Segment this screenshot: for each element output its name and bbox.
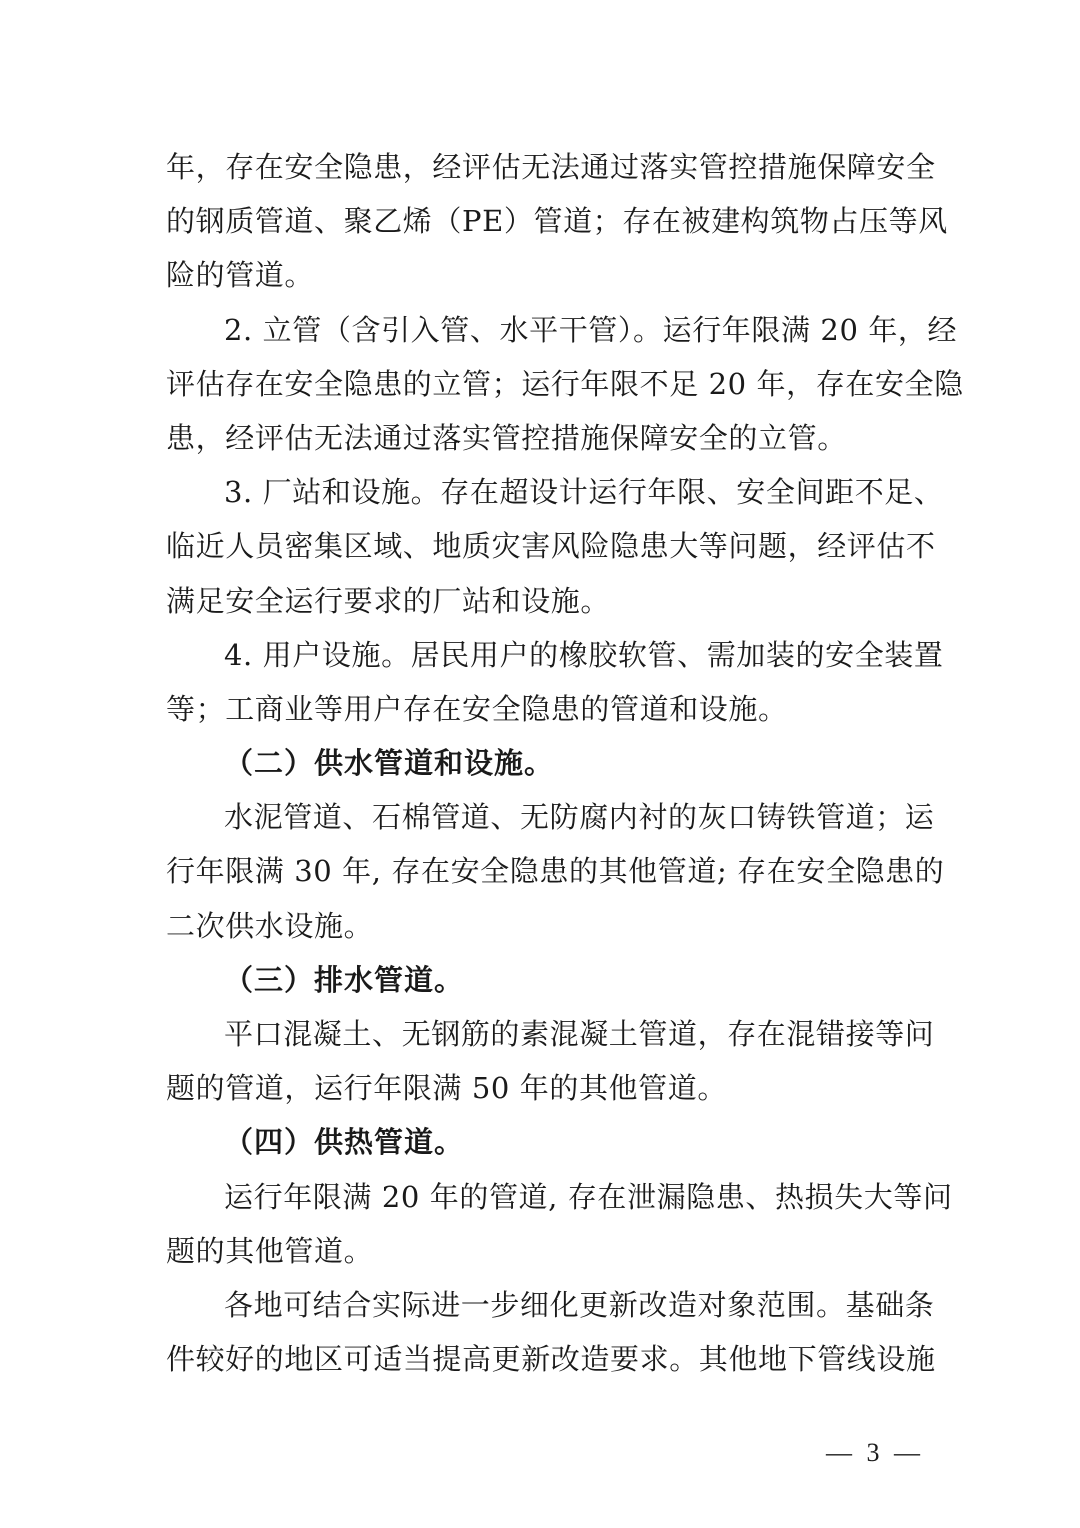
text-line: 件较好的地区可适当提高更新改造要求。其他地下管线设施 [166,1342,936,1377]
list-item-stations: 3. 厂站和设施。存在超设计运行年限、安全间距不足、 [224,475,944,510]
text-line: 患，经评估无法通过落实管控措施保障安全的立管。 [166,420,847,455]
text-line: 满足安全运行要求的厂站和设施。 [166,583,611,618]
text-line: 等；工商业等用户存在安全隐患的管道和设施。 [166,691,788,726]
body-text [166,140,964,1386]
text-line: 的钢质管道、聚乙烯（PE）管道；存在被建构筑物占压等风 [166,204,948,239]
text-line: 年，存在安全隐患，经评估无法通过落实管控措施保障安全 [166,150,936,184]
page-number: — 3 — [826,1438,924,1467]
text-line: 题的管道，运行年限满 50 年的其他管道。 [166,1071,727,1106]
section-heading-drainage: （三）排水管道。 [224,962,465,997]
list-item-user-facilities: 4. 用户设施。居民用户的橡胶软管、需加装的安全装置 [224,637,944,672]
paragraph-start: 各地可结合实际进一步细化更新改造对象范围。基础条 [224,1287,935,1322]
text-line: 行年限满 30 年, 存在安全隐患的其他管道; 存在安全隐患的 [166,854,945,889]
section-heading-heating: （四）供热管道。 [224,1125,465,1160]
text-line: 二次供水设施。 [166,908,374,943]
text-line: 题的其他管道。 [166,1233,374,1268]
text-line: 险的管道。 [166,258,315,293]
list-item-standpipe: 2. 立管（含引入管、水平干管）。运行年限满 20 年，经 [224,312,958,347]
text-line: 临近人员密集区域、地质灾害风险隐患大等问题，经评估不 [166,529,936,564]
paragraph-start: 运行年限满 20 年的管道, 存在泄漏隐患、热损失大等问 [224,1179,953,1214]
paragraph-start: 平口混凝土、无钢筋的素混凝土管道，存在混错接等问 [224,1017,935,1051]
paragraph-start: 水泥管道、石棉管道、无防腐内衬的灰口铸铁管道；运 [224,800,935,835]
text-line: 评估存在安全隐患的立管；运行年限不足 20 年，存在安全隐 [166,366,964,401]
section-heading-water-supply: （二）供水管道和设施。 [224,746,555,781]
